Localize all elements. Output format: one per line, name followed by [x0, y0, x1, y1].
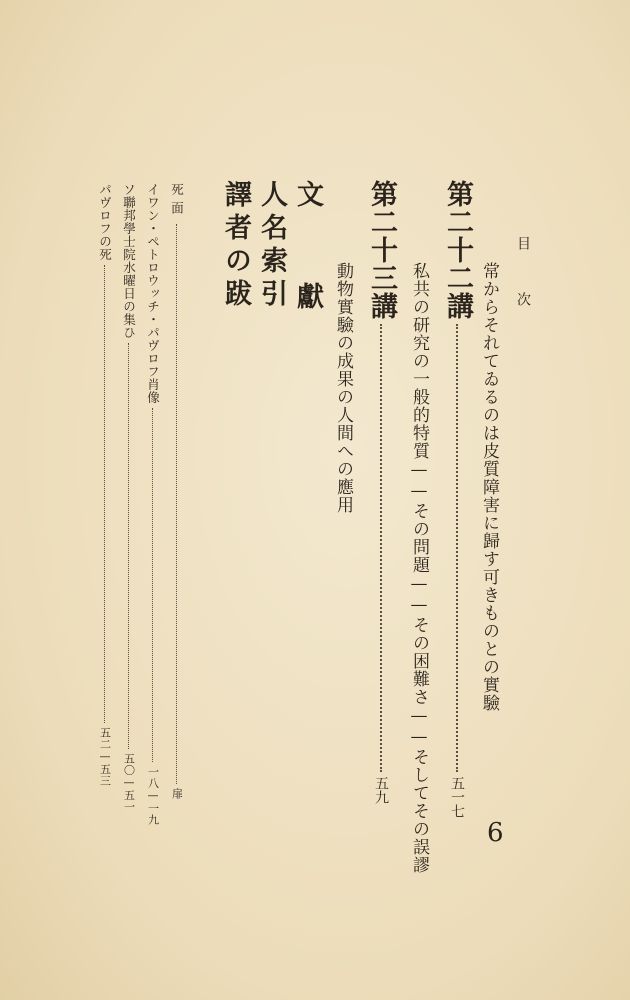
plate-label: 死面 [169, 183, 185, 220]
plate-item [122, 183, 135, 813]
dot-leader [152, 408, 153, 762]
dot-leader [176, 224, 177, 784]
plate-item [170, 183, 183, 800]
plate-label: ソ聯邦學士院水曜日の集ひ [121, 183, 137, 339]
plate-label: イワン・ペトロウッチ・パヴロフ肖像 [145, 183, 161, 404]
lecture-23-title: 第二十三講 [366, 180, 397, 320]
lecture-23-page: 五九 [373, 776, 389, 804]
toc-entry-lecture-23 [368, 180, 395, 804]
lecture-22-page: 五一七 [449, 776, 465, 818]
plate-page: 一八—一九 [146, 766, 160, 826]
page-number: 6 [487, 818, 504, 848]
plate-item [146, 183, 159, 826]
plate-item [98, 183, 111, 787]
toc-entry-lecture-22 [444, 180, 471, 818]
plate-page: 五〇—五一 [122, 753, 136, 813]
plate-page: 五二—五三 [98, 727, 112, 787]
dot-leader [104, 265, 105, 723]
plate-label: パヴロフの死 [97, 183, 113, 261]
dot-leader [456, 324, 458, 772]
toc-entry-name-index: 人名索引 [256, 180, 287, 312]
toc-entry-bibliography: 文 獻 [292, 180, 323, 333]
lecture-22-title: 第二十二講 [442, 180, 473, 320]
toc-entry-lecture-23-sub: 動物實驗の成果の人間への應用 [333, 262, 353, 514]
toc-entry-subtitle: 常からそれてゐるのは皮質障害に歸す可きものとの實驗 [479, 262, 499, 712]
plate-page: 扉 [170, 788, 184, 800]
toc-entry-afterword: 譯者の跋 [220, 180, 251, 312]
dot-leader [380, 324, 382, 772]
toc-entry-lecture-22-sub: 私共の研究の一般的特質——その問題——その困難さ——そしてその誤謬 [409, 262, 429, 874]
toc-header: 目 次 [515, 236, 531, 320]
dot-leader [128, 343, 129, 749]
